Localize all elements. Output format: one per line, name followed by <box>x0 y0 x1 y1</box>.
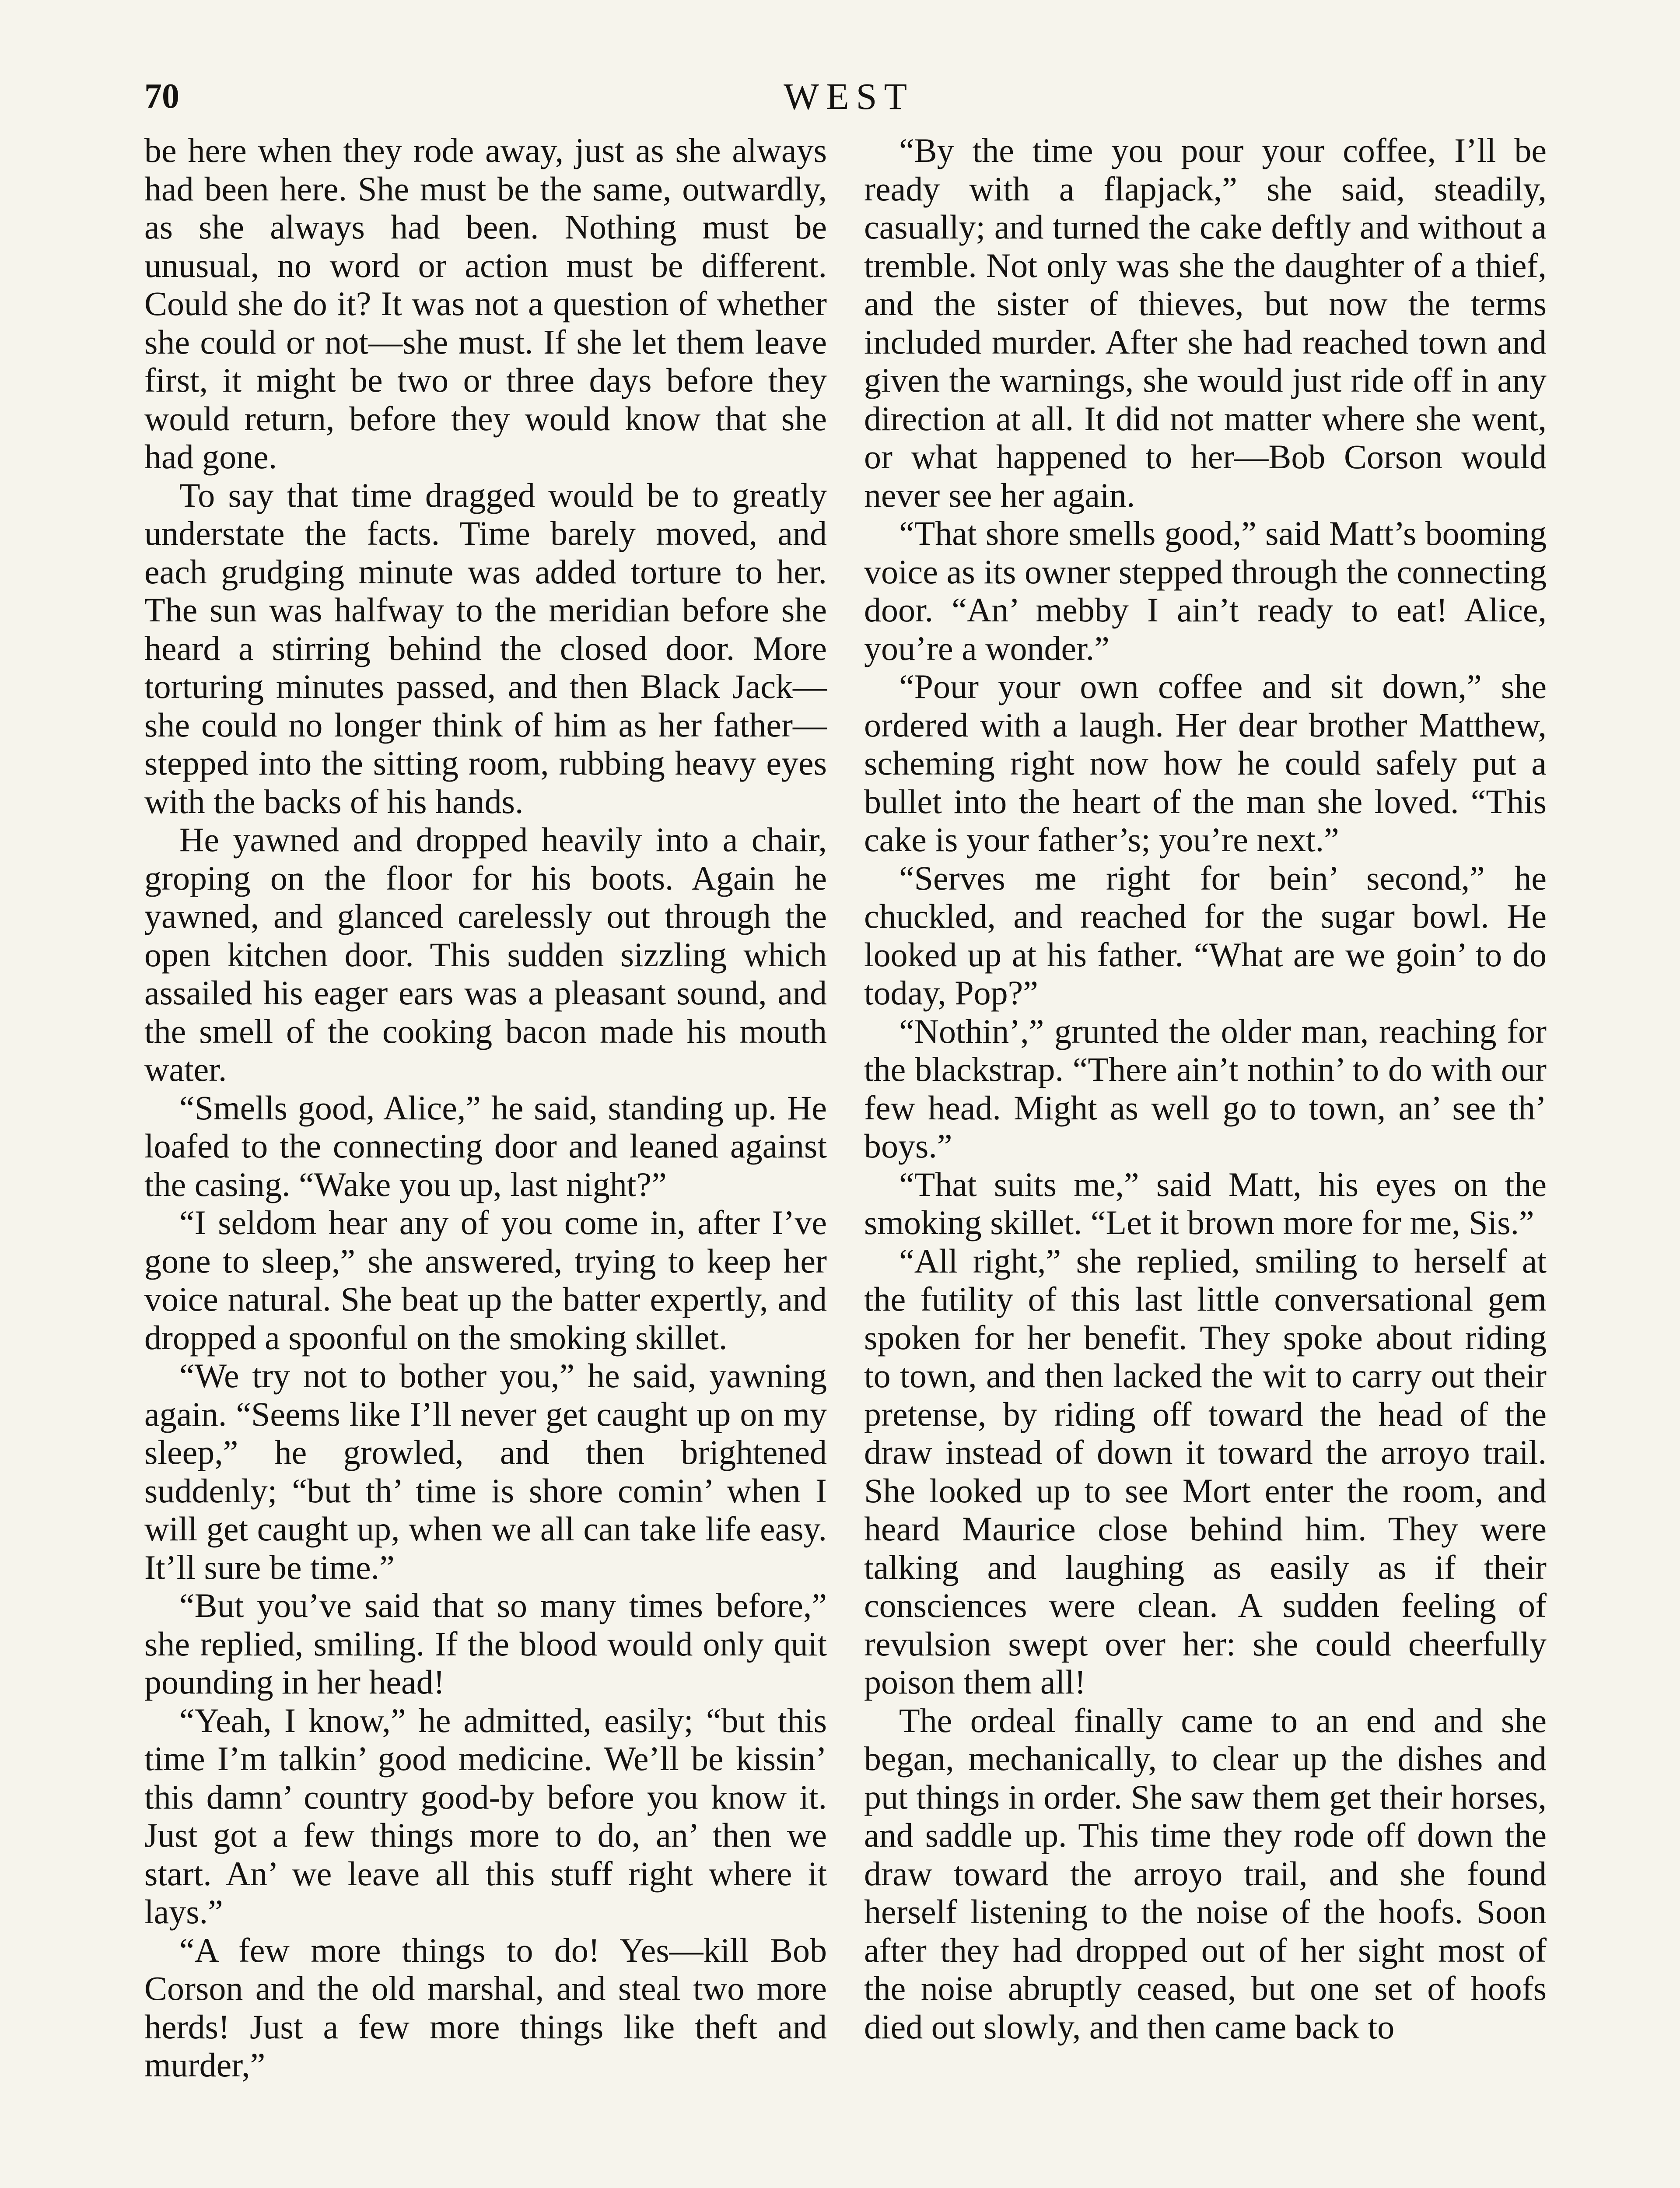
paragraph: The ordeal finally came to an end and she began, mechanically, to clear up the dishes and put things in order. She saw them get their horses, and saddle up. This time they rode off down the draw toward the arroyo trail, and she found herself listening to the noise of the hoofs. Soon after they had dropped out of her sight most of the noise abruptly ceased, but one set of hoofs died out slowly, and then came back to <box>864 1701 1547 2046</box>
paragraph: “Pour your own coffee and sit down,” she ordered with a laugh. Her dear brother Matthew, scheming right now how he could safely put a bullet into the heart of the man she loved. “This cake is your father’s; you’re next.” <box>864 667 1547 859</box>
paragraph: He yawned and dropped heavily into a chair, groping on the floor for his boots. Again he yawned, and glanced carelessly out through the open kitchen door. This sudden sizzling which assailed his eager ears was a pleasant sound, and the smell of the cooking bacon made his mouth water. <box>144 820 827 1088</box>
page-header <box>144 70 1553 123</box>
running-title: WEST <box>783 75 914 117</box>
paragraph: “All right,” she replied, smiling to herself at the futility of this last little conversational gem spoken for her benefit. They spoke about riding to town, and then lacked the wit to carry out their pretense, by riding off toward the head of the draw instead of down it toward the arroyo trail. She looked up to see Mort enter the room, and heard Maurice close behind him. They were talking and laughing as easily as if their consciences were clean. A sudden feeling of revulsion swept over her: she could cheerfully poison them all! <box>864 1241 1547 1701</box>
paragraph: “That shore smells good,” said Matt’s booming voice as its owner stepped through the connecting door. “An’ mebby I ain’t ready to eat! Alice, you’re a wonder.” <box>864 514 1547 667</box>
left-column <box>144 131 827 2084</box>
paragraph: “Smells good, Alice,” he said, standing up. He loafed to the connecting door and leaned against the casing. “Wake you up, last night?” <box>144 1088 827 1203</box>
right-column <box>864 131 1547 2046</box>
paragraph: To say that time dragged would be to greatly understate the facts. Time barely moved, and each grudging minute was added torture to her. The sun was halfway to the meridian before she heard a stirring behind the closed door. More torturing minutes passed, and then Black Jack—she could no longer think of him as her father—stepped into the sitting room, rubbing heavy eyes with the backs of his hands. <box>144 476 827 820</box>
page-number: 70 <box>144 77 179 116</box>
paragraph: “Yeah, I know,” he admitted, easily; “but this time I’m talkin’ good medicine. We’ll be kissin’ this damn’ country good-by before you know it. Just got a few things more to do, an’ then we start. An’ we leave all this stuff right where it lays.” <box>144 1701 827 1931</box>
paragraph: be here when they rode away, just as she always had been here. She must be the same, outwardly, as she always had been. Nothing must be unusual, no word or action must be different. Could she do it? It was not a question of whether she could or not—she must. If she let them leave first, it might be two or three days before they would return, before they would know that she had gone. <box>144 131 827 476</box>
paragraph: “But you’ve said that so many times before,” she replied, smiling. If the blood would only quit pounding in her head! <box>144 1586 827 1701</box>
paragraph: “A few more things to do! Yes—kill Bob Corson and the old marshal, and steal two more herds! Just a few more things like theft and murder,” <box>144 1931 827 2084</box>
paragraph: “Serves me right for bein’ second,” he chuckled, and reached for the sugar bowl. He looked up at his father. “What are we goin’ to do today, Pop?” <box>864 859 1547 1012</box>
paragraph: “Nothin’,” grunted the older man, reaching for the blackstrap. “There ain’t nothin’ to do with our few head. Might as well go to town, an’ see th’ boys.” <box>864 1012 1547 1165</box>
paragraph: “By the time you pour your coffee, I’ll be ready with a flapjack,” she said, steadily, casually; and turned the cake deftly and without a tremble. Not only was she the daughter of a thief, and the sister of thieves, but now the terms included murder. After she had reached town and given the warnings, she would just ride off in any direction at all. It did not matter where she went, or what happened to her—Bob Corson would never see her again. <box>864 131 1547 514</box>
paragraph: “I seldom hear any of you come in, after I’ve gone to sleep,” she answered, trying to keep her voice natural. She beat up the batter expertly, and dropped a spoonful on the smoking skillet. <box>144 1203 827 1357</box>
paragraph: “We try not to bother you,” he said, yawning again. “Seems like I’ll never get caught up on my sleep,” he growled, and then brightened suddenly; “but th’ time is shore comin’ when I will get caught up, when we all can take life easy. It’ll sure be time.” <box>144 1357 827 1586</box>
paragraph: “That suits me,” said Matt, his eyes on the smoking skillet. “Let it brown more for me, Sis.” <box>864 1165 1547 1241</box>
